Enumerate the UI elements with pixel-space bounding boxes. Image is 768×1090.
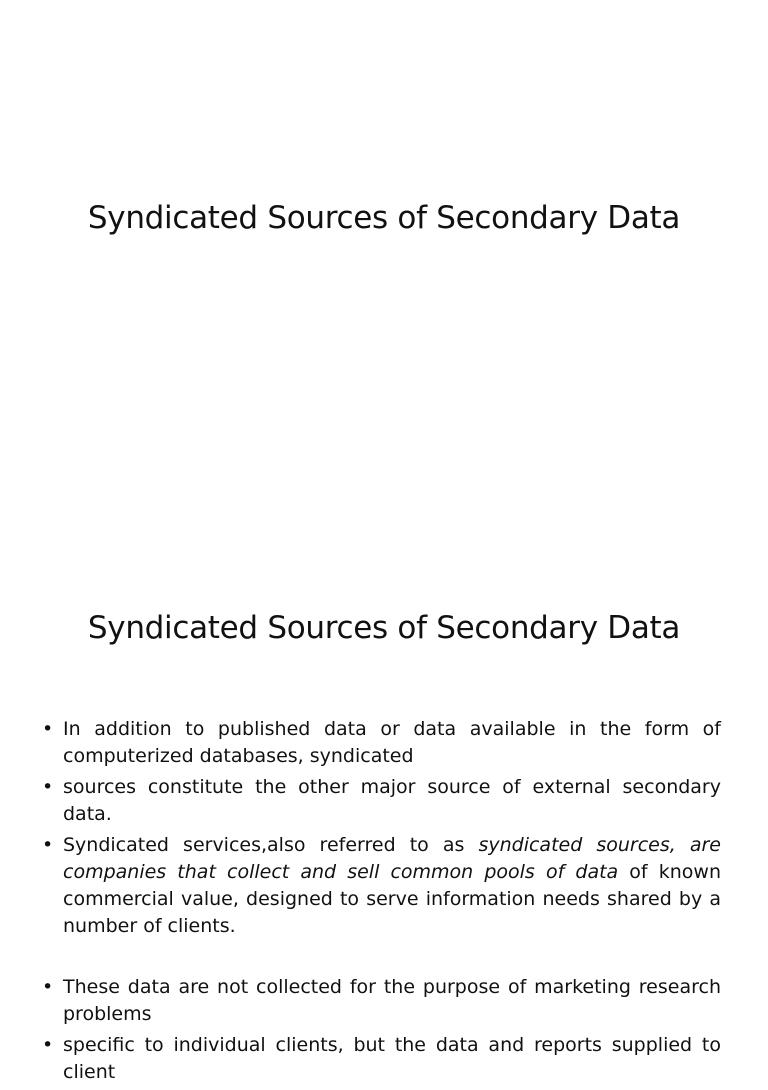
bullet-text-post: of known commercial value, designed to serve information needs shared by a number of clients. — [63, 861, 721, 937]
bullet-item — [42, 774, 721, 828]
bullet-text: specific to individual clients, but the data and reports supplied to client — [63, 1034, 721, 1083]
slide-content-page — [0, 576, 768, 1083]
bullet-text-pre: Syndicated services,also referred to as — [63, 834, 479, 856]
bullet-dot-icon: • — [42, 834, 54, 856]
slide-title: Syndicated Sources of Secondary Data — [87, 200, 681, 236]
bullet-list — [42, 716, 721, 1090]
slide-title: Syndicated Sources of Secondary Data — [87, 610, 681, 646]
bullet-item — [42, 716, 721, 770]
bullet-text: sources constitute the other major source of external secondary data. — [63, 776, 721, 825]
bullet-text-emphasis: syndicated sources, are companies that collect and sell common pools of data — [63, 834, 721, 883]
bullet-dot-icon: • — [42, 1034, 54, 1056]
bullet-dot-icon: • — [42, 718, 54, 740]
bullet-text: These data are not collected for the purpose of marketing research problems — [63, 976, 721, 1025]
bullet-dot-icon: • — [42, 776, 54, 798]
bullet-item — [42, 1032, 721, 1086]
bullet-item — [42, 832, 721, 940]
bullet-text: In addition to published data or data available in the form of computerized databases, syndicated — [63, 718, 721, 767]
bullet-item — [42, 974, 721, 1028]
bullet-dot-icon: • — [42, 976, 54, 998]
